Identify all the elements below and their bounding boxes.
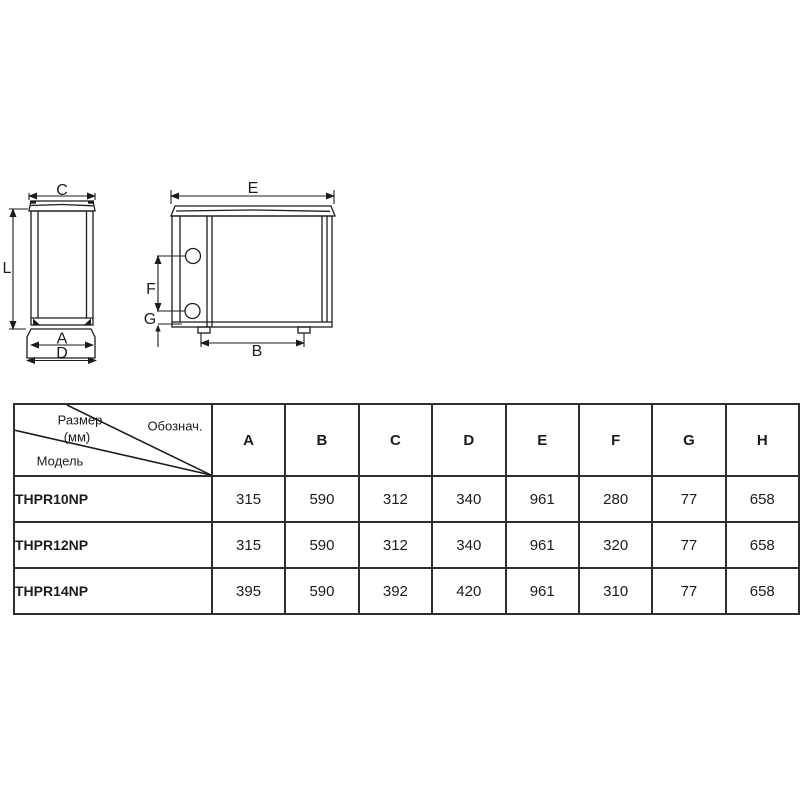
value-cell: 420 <box>432 568 505 614</box>
pipe-port-lower <box>185 304 200 319</box>
corner-unit-label: (мм) <box>63 429 91 445</box>
col-header-e: E <box>506 404 579 476</box>
value-cell: 77 <box>652 568 725 614</box>
dim-label-c: C <box>56 182 68 199</box>
corner-model-label: Модель <box>36 453 84 469</box>
value-cell: 320 <box>579 522 652 568</box>
value-cell: 392 <box>359 568 432 614</box>
value-cell: 77 <box>652 522 725 568</box>
model-cell: THPR12NP <box>14 522 212 568</box>
col-header-f: F <box>579 404 652 476</box>
model-cell: THPR10NP <box>14 476 212 522</box>
dim-label-g: G <box>143 311 157 328</box>
value-cell: 395 <box>212 568 285 614</box>
dimensions-table <box>13 403 800 615</box>
side-view-body <box>31 211 93 325</box>
dim-label-f: F <box>146 281 156 298</box>
front-view <box>171 206 335 333</box>
value-cell: 961 <box>506 476 579 522</box>
corner-designation-label: Обознач. <box>147 418 203 434</box>
table-header-row <box>14 404 799 476</box>
front-view-foot-right <box>298 327 310 333</box>
dim-label-l: L <box>2 260 12 277</box>
col-header-b: B <box>285 404 358 476</box>
value-cell: 590 <box>285 476 358 522</box>
dim-label-b: B <box>251 343 263 360</box>
side-view-dimensions <box>9 193 96 361</box>
value-cell: 340 <box>432 476 505 522</box>
value-cell: 590 <box>285 522 358 568</box>
col-header-c: C <box>359 404 432 476</box>
table-row <box>14 522 799 568</box>
col-header-h: H <box>726 404 799 476</box>
dim-label-d: D <box>56 345 68 362</box>
value-cell: 590 <box>285 568 358 614</box>
value-cell: 315 <box>212 522 285 568</box>
value-cell: 340 <box>432 522 505 568</box>
pipe-port-upper <box>186 249 201 264</box>
col-header-a: A <box>212 404 285 476</box>
corner-size-label: Размер <box>57 412 103 428</box>
value-cell: 280 <box>579 476 652 522</box>
value-cell: 961 <box>506 568 579 614</box>
col-header-d: D <box>432 404 505 476</box>
value-cell: 658 <box>726 522 799 568</box>
value-cell: 658 <box>726 568 799 614</box>
value-cell: 77 <box>652 476 725 522</box>
value-cell: 312 <box>359 522 432 568</box>
dim-label-a: A <box>56 330 68 348</box>
front-view-foot-left <box>198 327 210 333</box>
dim-label-e: E <box>247 180 259 197</box>
front-view-body <box>172 216 332 327</box>
model-cell: THPR14NP <box>14 568 212 614</box>
value-cell: 961 <box>506 522 579 568</box>
value-cell: 658 <box>726 476 799 522</box>
col-header-g: G <box>652 404 725 476</box>
front-view-dimensions <box>155 190 334 347</box>
table-row <box>14 476 799 522</box>
value-cell: 312 <box>359 476 432 522</box>
value-cell: 315 <box>212 476 285 522</box>
value-cell: 310 <box>579 568 652 614</box>
table-corner-cell <box>14 404 212 476</box>
table-row <box>14 568 799 614</box>
